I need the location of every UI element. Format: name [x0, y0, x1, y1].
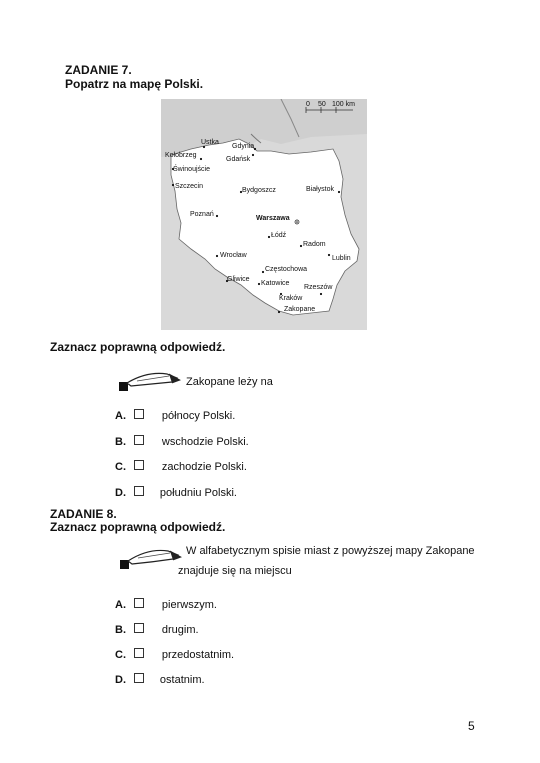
city-ustka: Ustka [201, 139, 219, 146]
option-letter: A. [115, 410, 126, 422]
task8-select-prompt: Zaznacz poprawną odpowiedź. [50, 520, 226, 534]
city-zakopane: Zakopane [284, 306, 316, 313]
city-swinoujscie: Świnoujście [173, 166, 210, 173]
checkbox[interactable] [134, 435, 144, 445]
task7-option-a[interactable] [115, 406, 235, 424]
option-text: wschodzie Polski. [161, 436, 249, 448]
task7-select-prompt: Zaznacz poprawną odpowiedź. [50, 340, 226, 354]
task8-option-c[interactable] [115, 645, 234, 663]
scale-label-50: 50 [318, 101, 326, 108]
option-letter: D. [115, 674, 126, 686]
city-krakow: Kraków [279, 295, 303, 302]
option-text: zachodzie Polski. [161, 461, 247, 473]
option-text: północy Polski. [161, 410, 236, 422]
checkbox[interactable] [134, 623, 144, 633]
pen-icon [117, 368, 183, 394]
option-text: przedostatnim. [161, 649, 235, 661]
option-letter: A. [115, 599, 126, 611]
city-bialystok: Białystok [306, 186, 335, 193]
option-text: pierwszym. [161, 599, 217, 611]
option-text: ostatnim. [159, 674, 205, 686]
city-gdansk: Gdańsk [226, 156, 251, 163]
option-letter: D. [115, 487, 126, 499]
city-wroclaw: Wrocław [220, 252, 247, 259]
city-bydgoszcz: Bydgoszcz [242, 187, 276, 194]
task7-question: Zakopane leży na [186, 376, 273, 388]
checkbox[interactable] [134, 648, 144, 658]
option-letter: B. [115, 624, 126, 636]
option-letter: C. [115, 649, 126, 661]
option-text: drugim. [161, 624, 199, 636]
poland-map [161, 99, 367, 330]
task8-option-b[interactable] [115, 620, 199, 638]
city-szczecin: Szczecin [175, 183, 204, 190]
option-letter: B. [115, 436, 126, 448]
task8-title: ZADANIE 8. [50, 507, 117, 521]
task7-option-b[interactable] [115, 432, 249, 450]
scale-label-0: 0 [306, 101, 310, 108]
city-lublin: Lublin [332, 255, 351, 262]
city-radom: Radom [303, 241, 326, 248]
task8-option-a[interactable] [115, 595, 217, 613]
task8-question-line1: W alfabetycznym spisie miast z powyższej mapy Zakopane [186, 545, 475, 557]
checkbox[interactable] [134, 598, 144, 608]
task7-title: ZADANIE 7. [65, 63, 132, 77]
page-number: 5 [468, 719, 475, 733]
city-katowice: Katowice [261, 280, 290, 287]
task7-option-c[interactable] [115, 457, 247, 475]
city-poznan: Poznań [190, 211, 214, 218]
city-gdynia: Gdynia [232, 143, 255, 150]
city-czestochowa: Częstochowa [265, 266, 308, 273]
checkbox[interactable] [134, 409, 144, 419]
city-lodz: Łódź [271, 232, 287, 239]
city-warszawa: Warszawa [256, 215, 290, 222]
city-rzeszow: Rzeszów [304, 284, 333, 291]
city-kolobrzeg: Kołobrzeg [165, 152, 197, 159]
task8-option-d[interactable] [115, 670, 205, 688]
pen-icon [118, 544, 184, 572]
option-text: południu Polski. [159, 487, 237, 499]
city-gliwice: Gliwice [227, 276, 250, 283]
option-letter: C. [115, 461, 126, 473]
checkbox[interactable] [134, 673, 144, 683]
task8-question-line2: znajduje się na miejscu [178, 565, 292, 577]
scale-label-100: 100 km [332, 101, 355, 108]
task7-option-d[interactable] [115, 483, 237, 501]
checkbox[interactable] [134, 460, 144, 470]
checkbox[interactable] [134, 486, 144, 496]
task7-instruction: Popatrz na mapę Polski. [65, 77, 204, 91]
